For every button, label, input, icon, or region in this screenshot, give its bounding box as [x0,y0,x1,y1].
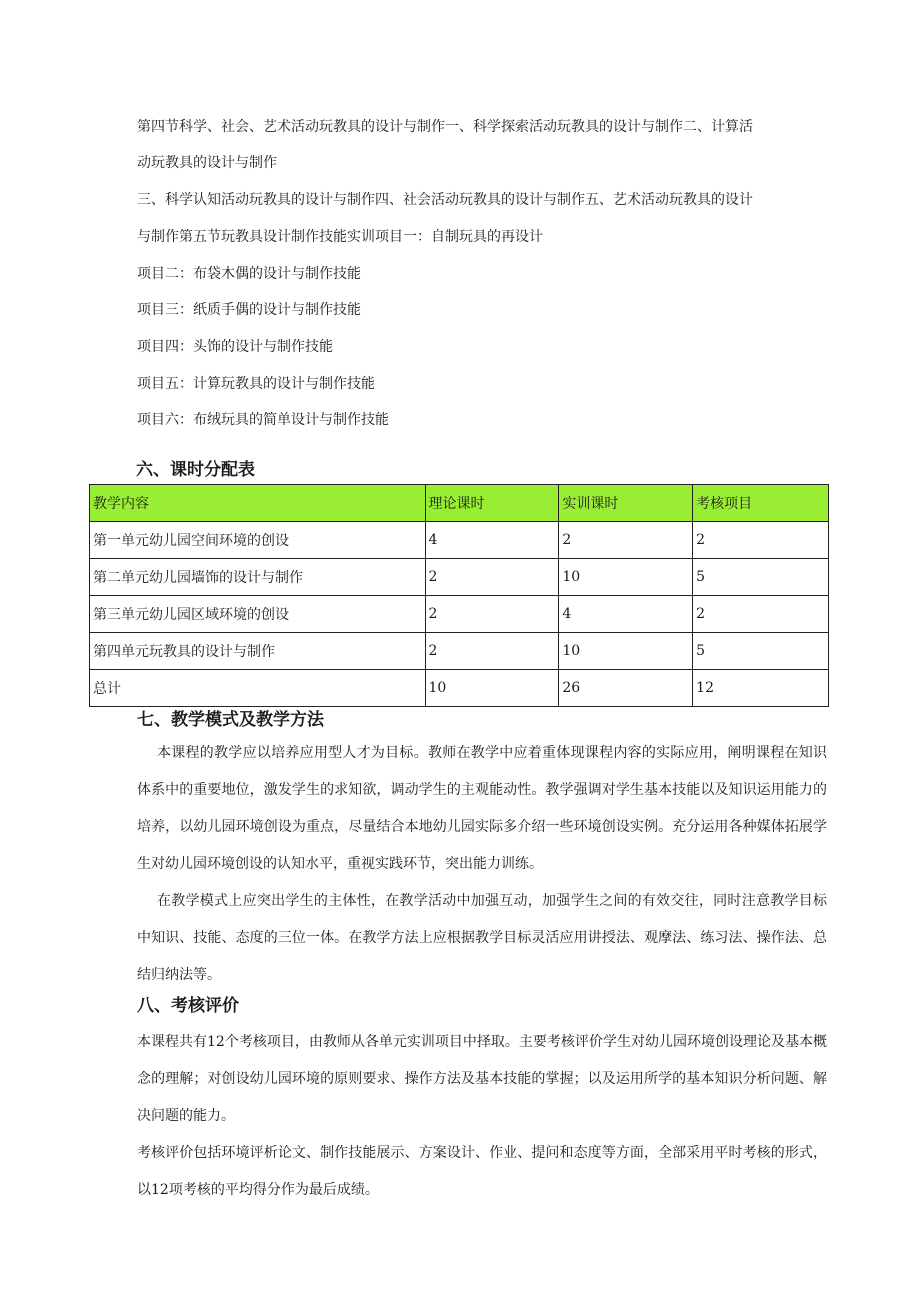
table-row [90,522,829,559]
project-item: 项目四：头饰的设计与制作技能 [137,339,333,355]
project-item: 项目三：纸质手偶的设计与制作技能 [137,302,361,318]
table-cell: 4 [425,522,559,559]
table-cell: 10 [559,633,693,670]
table-cell: 2 [693,522,829,559]
table-cell: 2 [425,633,559,670]
section4-line-2: 动玩教具的设计与制作 [137,155,277,171]
section4-line-4: 与制作第五节玩教具设计制作技能实训项目一：自制玩具的再设计 [137,229,543,245]
section6-heading: 六、课时分配表 [136,460,255,480]
table-cell: 2 [693,596,829,633]
project-item: 项目二：布袋木偶的设计与制作技能 [137,266,361,282]
table-total-row [90,670,829,707]
header-cell: 理论课时 [425,485,559,522]
table-cell: 2 [559,522,693,559]
table-row [90,596,829,633]
table-row [90,559,829,596]
section4-line-3: 三、科学认知活动玩教具的设计与制作四、社会活动玩教具的设计与制作五、艺术活动玩教具的设计 [137,192,753,208]
table-cell: 26 [559,670,693,707]
section8-heading: 八、考核评价 [137,996,239,1016]
header-cell: 教学内容 [90,485,426,522]
section8-paragraph-2: 考核评价包括环境评析论文、制作技能展示、方案设计、作业、提问和态度等方面，全部采用平时考核的形式，以12项考核的平均得分作为最后成绩。 [137,1145,827,1198]
table-cell: 第三单元幼儿园区域环境的创设 [90,596,426,633]
table-header-row [90,485,829,522]
table-cell: 10 [559,559,693,596]
table-cell: 第一单元幼儿园空间环境的创设 [90,522,426,559]
table-cell: 第四单元玩教具的设计与制作 [90,633,426,670]
table-cell: 12 [693,670,829,707]
table-cell: 5 [693,633,829,670]
table-cell: 5 [693,559,829,596]
table-cell: 2 [425,596,559,633]
table-cell: 2 [425,559,559,596]
table-cell: 4 [559,596,693,633]
table-row [90,633,829,670]
header-cell: 实训课时 [559,485,693,522]
section8-paragraph-1: 本课程共有12个考核项目，由教师从各单元实训项目中择取。主要考核评价学生对幼儿园环境创设理论及基本概念的理解；对创设幼儿园环境的原则要求、操作方法及基本技能的掌握；以及运用所学的基本知识分析问题、解决问题的能力。 [137,1034,827,1124]
section7-paragraph-1: 本课程的教学应以培养应用型人才为目标。教师在教学中应着重体现课程内容的实际应用，阐明课程在知识体系中的重要地位，激发学生的求知欲，调动学生的主观能动性。教学强调对学生基本技能以及知识运用能力的培养，以幼儿园环境创设为重点，尽量结合本地幼儿园实际多介绍一些环境创设实例。充分运用各种媒体拓展学生对幼儿园环境创设的认知水平，重视实践环节，突出能力训练。 [137,745,827,872]
project-item: 项目五：计算玩教具的设计与制作技能 [137,376,375,392]
hours-table [89,484,829,707]
header-cell: 考核项目 [693,485,829,522]
table-cell: 总计 [90,670,426,707]
section4-line-1: 第四节科学、社会、艺术活动玩教具的设计与制作一、科学探索活动玩教具的设计与制作二、计算活 [137,119,753,135]
project-item: 项目六：布绒玩具的简单设计与制作技能 [137,412,389,428]
section7-paragraph-2: 在教学模式上应突出学生的主体性，在教学活动中加强互动，加强学生之间的有效交往，同时注意教学目标中知识、技能、态度的三位一体。在教学方法上应根据教学目标灵活应用讲授法、观摩法、练习法、操作法、总结归纳法等。 [137,893,827,983]
section7-heading: 七、教学模式及教学方法 [137,710,324,730]
table-cell: 10 [425,670,559,707]
table-cell: 第二单元幼儿园墙饰的设计与制作 [90,559,426,596]
